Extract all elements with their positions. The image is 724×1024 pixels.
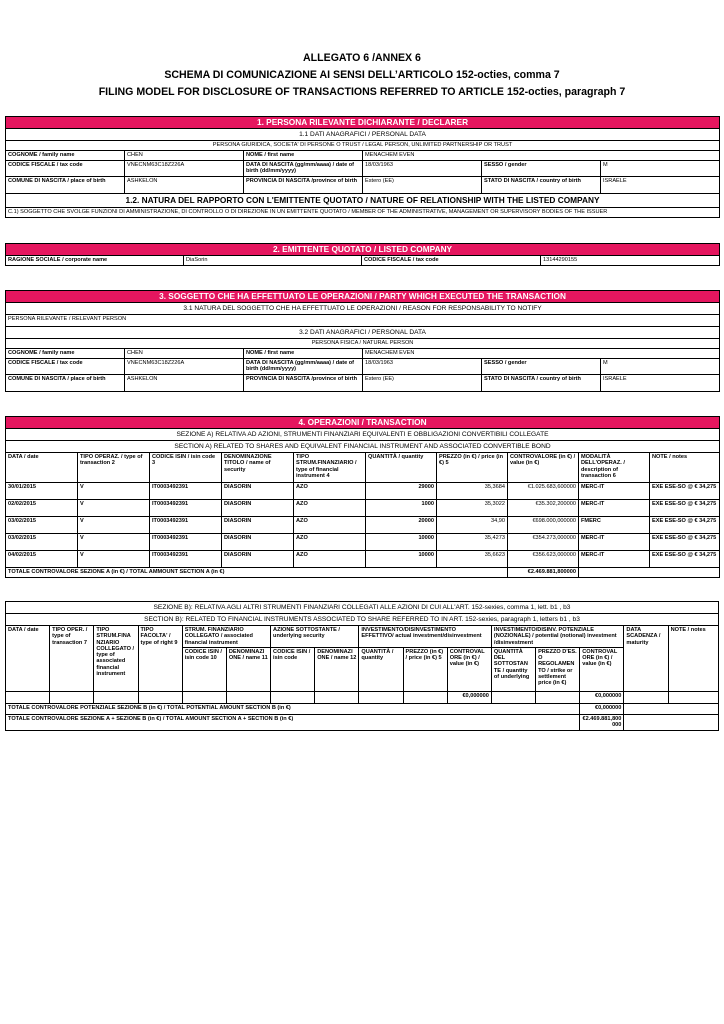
table-row <box>6 500 720 517</box>
title-filing-model: FILING MODEL FOR DISCLOSURE OF TRANSACTIONS REFERRED TO ARTICLE 152-octies, paragraph 7 <box>98 86 626 98</box>
cell-empty <box>6 691 50 703</box>
relationship-header: 1.2. NATURA DEL RAPPORTO CON L'EMITTENTE QUOTATO / NATURE OF RELATIONSHIP WITH THE LISTED COMPANY <box>6 194 720 208</box>
section-b-potential-total-label: TOTALE CONTROVALORE POTENZIALE SEZIONE B (in €) / TOTAL POTENTIAL AMOUNT SECTION B (in €) <box>6 703 580 714</box>
col-b-maturity: DATA SCADENZA / maturity <box>624 626 668 692</box>
cell-isin: IT0003492391 <box>150 500 222 517</box>
cell-instrument: AZO <box>294 483 366 500</box>
cell-notes: EXE ESE-SO @ € 34,275 <box>650 500 720 517</box>
title-annex: ALLEGATO 6 /ANNEX 6 <box>303 52 421 64</box>
cell-empty <box>94 691 138 703</box>
cell-value: €35.302,200000 <box>508 500 579 517</box>
cell-security: DIASORIN <box>222 483 294 500</box>
col-value: CONTROVALORE (in €) / value (in €) <box>508 453 579 483</box>
first-name-label: NOME / first name <box>244 151 363 161</box>
cell-instrument: AZO <box>294 517 366 534</box>
col-b-right-type: TIPO FACOLTA' / type of right 9 <box>138 626 182 692</box>
col-price: PREZZO (in €) / price (in €) 5 <box>437 453 508 483</box>
surname-value: CHEN <box>125 349 244 359</box>
cell-type: V <box>78 551 150 568</box>
cell-isin: IT0003492391 <box>150 483 222 500</box>
birth-country-value: ISRAELE <box>601 375 720 392</box>
section-2-listed-company <box>5 243 720 266</box>
cell-date: 03/02/2015 <box>6 534 78 551</box>
section-b-associated-instruments <box>5 601 719 731</box>
col-b-underlying-security: AZIONE SOTTOSTANTE / underlying security <box>271 626 359 648</box>
cell-type: V <box>78 500 150 517</box>
document-titles <box>0 50 724 101</box>
cell-empty <box>182 691 226 703</box>
cell-date: 30/01/2015 <box>6 483 78 500</box>
cell-empty <box>271 691 315 703</box>
section-b-title-it: SEZIONE B): RELATIVA AGLI ALTRI STRUMENTI FINANZIARI COLLEGATI ALLE AZIONI DI CUI ALL'ART. 152-sexies, comma 1, lett. b1 , b3 <box>6 602 719 614</box>
section-4-transactions <box>5 416 720 578</box>
cell-empty <box>50 691 94 703</box>
col-b-value: CONTROVAL ORE (in €) / value (in €) <box>447 647 491 691</box>
company-tax-code-value: 13144290155 <box>541 256 720 266</box>
gender-value: M <box>601 161 720 177</box>
cell-type: V <box>78 483 150 500</box>
col-b-potential-value: CONTROVAL ORE (in €) / value (in €) <box>580 647 624 691</box>
col-instrument-type: TIPO STRUM.FINANZIARIO / type of financial instrument 4 <box>294 453 366 483</box>
cell-date: 02/02/2015 <box>6 500 78 517</box>
birth-province-label: PROVINCIA DI NASCITA /province of birth <box>244 177 363 194</box>
cell-isin: IT0003492391 <box>150 551 222 568</box>
section-a-total-label: TOTALE CONTROVALORE SEZIONE A (in €) / TOTAL AMMOUNT SECTION A (in €) <box>6 568 508 578</box>
section-3-nature-header: 3.1 NATURA DEL SOGGETTO CHE HA EFFETTUATO LE OPERAZIONI / REASON FOR RESPONSABILITY TO NOTIFY <box>6 303 720 315</box>
section-3-nature-value: PERSONA RILEVANTE / RELEVANT PERSON <box>6 315 720 327</box>
table-row <box>6 551 720 568</box>
cell-isin: IT0003492391 <box>150 517 222 534</box>
col-b-isin-2: CODICE ISIN / isin code <box>271 647 315 691</box>
tax-code-label: CODICE FISCALE / tax code <box>6 161 125 177</box>
col-isin: CODICE ISIN / isin code 3 <box>150 453 222 483</box>
cell-quantity: 20000 <box>366 517 437 534</box>
col-b-isin-1: CODICE ISIN / isin code 10 <box>182 647 226 691</box>
birth-country-label: STATO DI NASCITA / country of birth <box>482 177 601 194</box>
col-b-potential-investment: INVESTIMENTO/DISINV. POTENZIALE (NOZIONALE) / potential (notional) investment /disinvestment <box>491 626 624 648</box>
col-security-name: DENOMINAZIONE TITOLO / name of security <box>222 453 294 483</box>
birth-place-value: ASHKELON <box>125 177 244 194</box>
cell-instrument: AZO <box>294 551 366 568</box>
cell-security: DIASORIN <box>222 517 294 534</box>
cell-empty <box>536 691 580 703</box>
col-b-underlying-quantity: QUANTITÀ DEL SOTTOSTAN TE / quantity of underlying <box>491 647 535 691</box>
relationship-text: C.1) SOGGETTO CHE SVOLGE FUNZIONI DI AMMINISTRAZIONE, DI CONTROLLO O DI DIREZIONE IN UN EMITTENTE QUOTATO / MEMBER OF THE ADMINISTRATIVE, MANAGEMENT OR SUPERVISORY BODIES OF THE ISSUER <box>6 208 720 218</box>
corporate-name-label: RAGIONE SOCIALE / corporate name <box>6 256 184 266</box>
section-a-total-blank <box>579 568 720 578</box>
birth-place-value: ASHKELON <box>125 375 244 392</box>
cell-quantity: 29000 <box>366 483 437 500</box>
col-notes: NOTE / notes <box>650 453 720 483</box>
cell-notes: EXE ESE-SO @ € 34,275 <box>650 483 720 500</box>
cell-value: €1.025.683,600000 <box>508 483 579 500</box>
cell-price: 34,90 <box>437 517 508 534</box>
cell-description: MERC-IT <box>579 551 650 568</box>
birth-province-label: PROVINCIA DI NASCITA /province of birth <box>244 375 363 392</box>
section-1-subheader: 1.1 DATI ANAGRAFICI / PERSONAL DATA <box>6 129 720 141</box>
section-b-potential-total-value: €0,000000 <box>580 703 624 714</box>
table-row <box>6 534 720 551</box>
first-name-value: MENACHEM EVEN <box>363 349 720 359</box>
col-date: DATA / date <box>6 453 78 483</box>
tax-code-value: VNECNM63C18Z226A <box>125 161 244 177</box>
col-b-instrument-type: TIPO STRUM.FINA NZIARIO COLLEGATO / type of associated financial instrument <box>94 626 138 692</box>
section-b-title-en: SECTION B): RELATED TO FINANCIAL INSTRUMENTS ASSOCIATED TO SHARE REFERRED TO IN ART. 152-sexies, paragraph 1, letters b1 , b3 <box>6 614 719 626</box>
section-3-header: 3. SOGGETTO CHE HA EFFETTUATO LE OPERAZIONI / PARTY WHICH EXECUTED THE TRANSACTION <box>6 291 720 303</box>
birth-date-label: DATA DI NASCITA (gg/mm/aaaa) / date of birth (dd/mm/yyyy) <box>244 161 363 177</box>
section-1-person-type: PERSONA GIURIDICA, SOCIETA' DI PERSONE O TRUST / LEGAL PERSON, UNLIMITED PARTNERSHIP OR TRUST <box>6 141 720 151</box>
cell-price: 35,3684 <box>437 483 508 500</box>
cell-type: V <box>78 534 150 551</box>
birth-place-label: COMUNE DI NASCITA / place of birth <box>6 177 125 194</box>
birth-country-value: ISRAELE <box>601 177 720 194</box>
col-b-actual-investment: INVESTIMENTO/DISINVESTIMENTO EFFETTIVO/ actual investment/disinvestment <box>359 626 492 648</box>
gender-value: M <box>601 359 720 375</box>
section-ab-total-label: TOTALE CONTROVALORE SEZIONE A + SEZIONE B (in €) / TOTAL AMOUNT SECTION A + SECTION B (in €) <box>6 714 580 730</box>
col-quantity: QUANTITÀ / quantity <box>366 453 437 483</box>
section-ab-total-value: €2.469.881,800000 <box>580 714 624 730</box>
cell-b-value: €0,000000 <box>447 691 491 703</box>
cell-value: €356.623,000000 <box>508 551 579 568</box>
gender-label: SESSO / gender <box>482 161 601 177</box>
cell-empty <box>668 691 718 703</box>
col-b-transaction-type: TIPO OPER. / type of transaction 7 <box>50 626 94 692</box>
cell-empty <box>403 691 447 703</box>
cell-notes: EXE ESE-SO @ € 34,275 <box>650 534 720 551</box>
cell-value: €698.000,000000 <box>508 517 579 534</box>
section-3-executing-party <box>5 290 720 392</box>
table-row <box>6 483 720 500</box>
cell-type: V <box>78 517 150 534</box>
col-transaction-type: TIPO OPERAZ. / type of transaction 2 <box>78 453 150 483</box>
section-1-header: 1. PERSONA RILEVANTE DICHIARANTE / DECLARER <box>6 117 720 129</box>
cell-price: 35,6623 <box>437 551 508 568</box>
tax-code-value: VNECNM63C18Z226A <box>125 359 244 375</box>
birth-province-value: Estero (EE) <box>363 177 482 194</box>
gender-label: SESSO / gender <box>482 359 601 375</box>
cell-security: DIASORIN <box>222 551 294 568</box>
section-a-title-it: SEZIONE A) RELATIVA AD AZIONI, STRUMENTI FINANZIARI EQUIVALENTI E OBBLIGAZIONI CONVERTIBILI COLLEGATE <box>6 429 720 441</box>
surname-label: COGNOME / family name <box>6 151 125 161</box>
cell-description: MERC-IT <box>579 483 650 500</box>
cell-description: FMERC <box>579 517 650 534</box>
birth-place-label: COMUNE DI NASCITA / place of birth <box>6 375 125 392</box>
section-ab-total-blank <box>624 714 719 730</box>
cell-empty <box>624 691 668 703</box>
section-1-declarer <box>5 116 720 218</box>
cell-empty <box>491 691 535 703</box>
birth-date-value: 18/03/1963 <box>363 161 482 177</box>
col-b-name-2: DENOMINAZI ONE / name 12 <box>315 647 359 691</box>
birth-date-label: DATA DI NASCITA (gg/mm/aaaa) / date of birth (dd/mm/yyyy) <box>244 359 363 375</box>
cell-description: MERC-IT <box>579 534 650 551</box>
col-description: MODALITÀ DELL'OPERAZ. / description of transaction 6 <box>579 453 650 483</box>
cell-isin: IT0003492391 <box>150 534 222 551</box>
cell-notes: EXE ESE-SO @ € 34,275 <box>650 551 720 568</box>
cell-empty <box>359 691 403 703</box>
section-a-title-en: SECTION A) RELATED TO SHARES AND EQUIVALENT FINANCIAL INSTRUMENT AND ASSOCIATED CONVERTIBLE BOND <box>6 441 720 453</box>
birth-country-label: STATO DI NASCITA / country of birth <box>482 375 601 392</box>
cell-price: 35,3022 <box>437 500 508 517</box>
cell-description: MERC-IT <box>579 500 650 517</box>
cell-security: DIASORIN <box>222 534 294 551</box>
col-b-price: PREZZO (in €) / price (in €) 5 <box>403 647 447 691</box>
birth-date-value: 18/03/1963 <box>363 359 482 375</box>
cell-instrument: AZO <box>294 534 366 551</box>
cell-date: 03/02/2015 <box>6 517 78 534</box>
cell-quantity: 1000 <box>366 500 437 517</box>
cell-value: €354.273,000000 <box>508 534 579 551</box>
corporate-name-value: DiaSorin <box>184 256 362 266</box>
cell-empty <box>226 691 270 703</box>
first-name-label: NOME / first name <box>244 349 363 359</box>
col-b-strike-price: PREZZO D'ES. O REGOLAMEN TO / strike or settlement price (in €) <box>536 647 580 691</box>
col-b-quantity: QUANTITÀ / quantity <box>359 647 403 691</box>
tax-code-label: CODICE FISCALE / tax code <box>6 359 125 375</box>
col-b-associated-instrument: STRUM. FINANZIARIO COLLEGATO / associated financial instrument <box>182 626 270 648</box>
cell-notes: EXE ESE-SO @ € 34,275 <box>650 517 720 534</box>
section-3-person-type: PERSONA FISICA / NATURAL PERSON <box>6 339 720 349</box>
cell-quantity: 10000 <box>366 551 437 568</box>
cell-empty <box>315 691 359 703</box>
cell-quantity: 10000 <box>366 534 437 551</box>
col-b-notes: NOTE / notes <box>668 626 718 692</box>
surname-label: COGNOME / family name <box>6 349 125 359</box>
cell-price: 35,4273 <box>437 534 508 551</box>
section-3-personal-data-header: 3.2 DATI ANAGRAFICI / PERSONAL DATA <box>6 327 720 339</box>
section-2-header: 2. EMITTENTE QUOTATO / LISTED COMPANY <box>6 244 720 256</box>
company-tax-code-label: CODICE FISCALE / tax code <box>362 256 541 266</box>
col-b-name-1: DENOMINAZI ONE / name 11 <box>226 647 270 691</box>
section-4-header: 4. OPERAZIONI / TRANSACTION <box>6 417 720 429</box>
surname-value: CHEN <box>125 151 244 161</box>
section-a-total-value: €2.469.881,800000 <box>508 568 579 578</box>
cell-empty <box>138 691 182 703</box>
table-row <box>6 691 719 703</box>
birth-province-value: Estero (EE) <box>363 375 482 392</box>
title-schema: SCHEMA DI COMUNICAZIONE AI SENSI DELL’ARTICOLO 152-octies, comma 7 <box>164 69 560 81</box>
first-name-value: MENACHEM EVEN <box>363 151 720 161</box>
cell-b-potential-value: €0,000000 <box>580 691 624 703</box>
table-row <box>6 517 720 534</box>
cell-instrument: AZO <box>294 500 366 517</box>
cell-date: 04/02/2015 <box>6 551 78 568</box>
cell-security: DIASORIN <box>222 500 294 517</box>
col-b-date: DATA / date <box>6 626 50 692</box>
section-b-potential-total-blank <box>624 703 719 714</box>
